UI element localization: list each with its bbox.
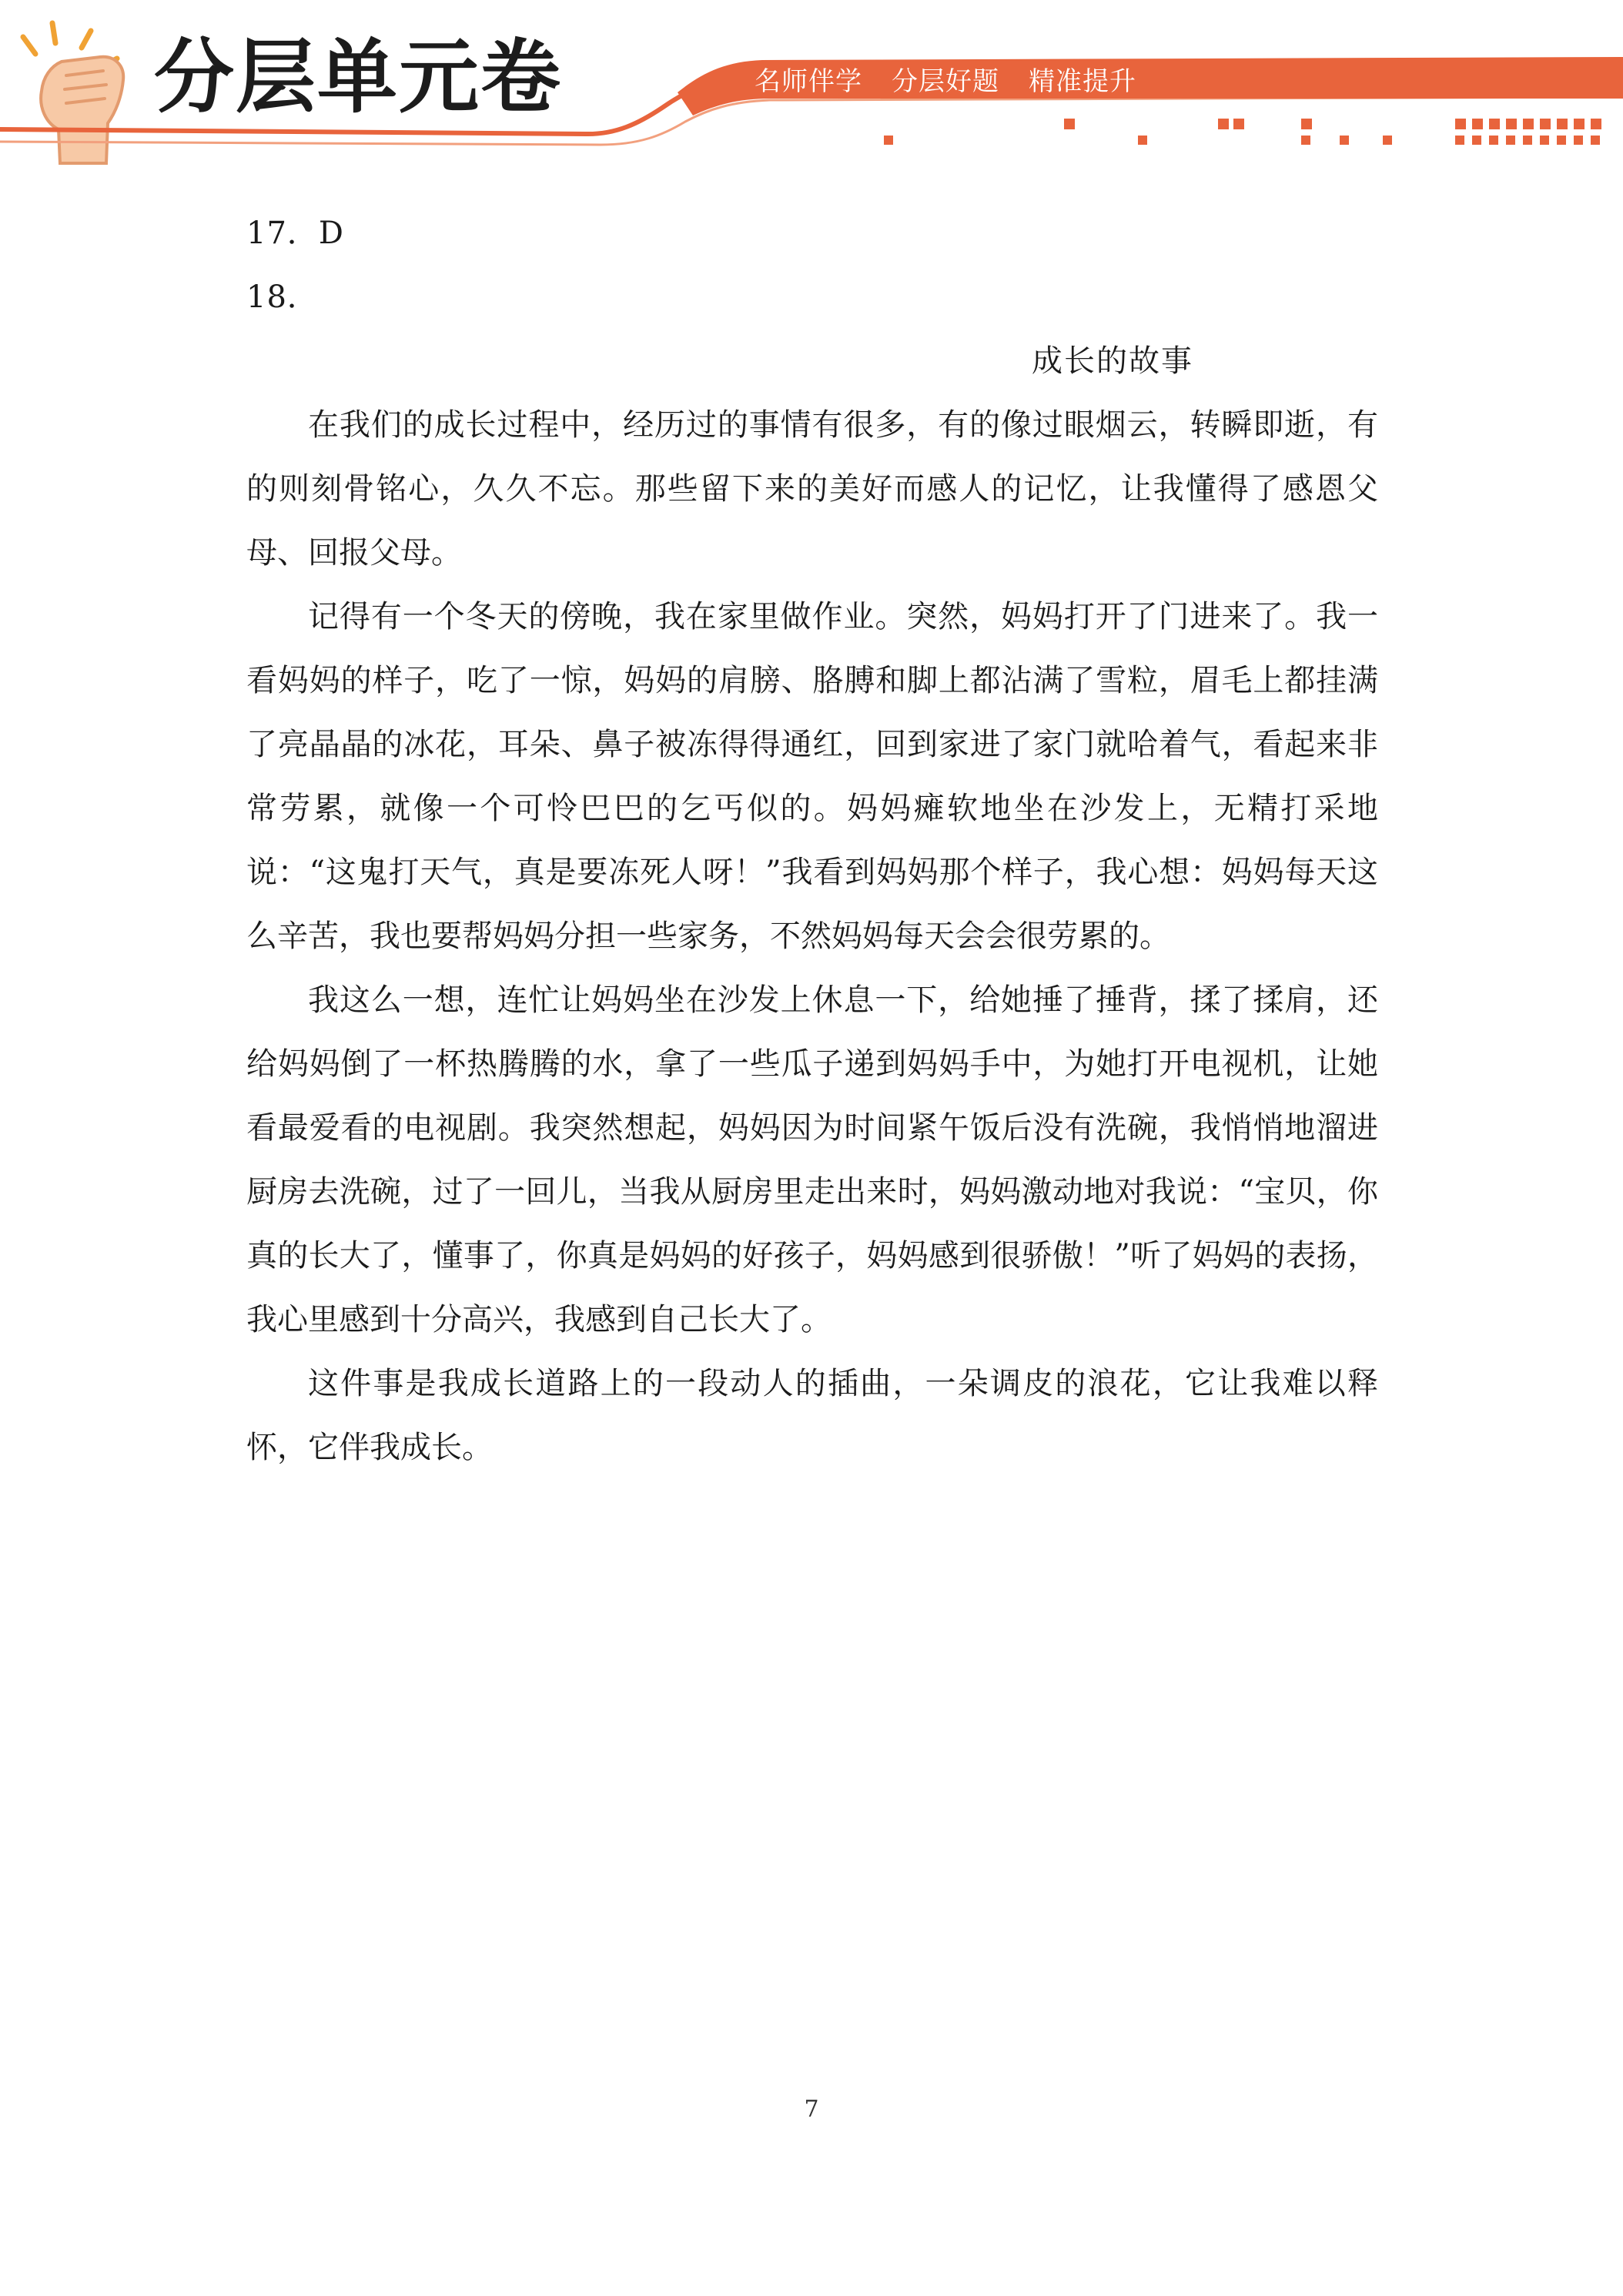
essay-paragraph: 我这么一想，连忙让妈妈坐在沙发上休息一下，给她捶了捶背，揉了揉肩，还给妈妈倒了一杯热腾腾的水，拿了一些瓜子递到妈妈手中，为她打开电视机，让她看最爱看的电视剧。我突然想起，妈妈因为时间紧午饭后没有洗碗，我悄悄地溜进厨房去洗碗，过了一回儿，当我从厨房里走出来时，妈妈激动地对我说：“宝贝，你真的长大了，懂事了，你真是妈妈的好孩子，妈妈感到很骄傲！”听了妈妈的表扬，我心里感到十分高兴，我感到自己长大了。 xyxy=(246,982,1378,1337)
answer-line xyxy=(246,266,1378,330)
page-header xyxy=(0,0,1623,177)
brand-title: 分层单元卷 xyxy=(154,30,563,124)
answer-value: D xyxy=(318,216,344,251)
slogan-item: 名师伴学 xyxy=(755,66,862,97)
question-number: 18． xyxy=(246,279,319,315)
essay-title: 成长的故事 xyxy=(1032,343,1193,379)
essay-paragraph: 这件事是我成长道路上的一段动人的插曲，一朵调皮的浪花，它让我难以释怀，它伴我成长。 xyxy=(246,1366,1378,1465)
page-number: 7 xyxy=(804,2096,819,2123)
slogan-item: 精准提升 xyxy=(1029,66,1136,97)
essay-paragraph: 记得有一个冬天的傍晚，我在家里做作业。突然，妈妈打开了门进来了。我一看妈妈的样子，吃了一惊，妈妈的肩膀、胳膊和脚上都沾满了雪粒，眉毛上都挂满了亮晶晶的冰花，耳朵、鼻子被冻得得通红，回到家进了家门就哈着气，看起来非常劳累，就像一个可怜巴巴的乞丐似的。妈妈瘫软地坐在沙发上，无精打采地说：“这鬼打天气，真是要冻死人呀！”我看到妈妈那个样子，我心想：妈妈每天这么辛苦，我也要帮妈妈分担一些家务，不然妈妈每天会会很劳累的。 xyxy=(246,599,1378,954)
slogan-item: 分层好题 xyxy=(892,66,999,97)
essay-paragraph: 在我们的成长过程中，经历过的事情有很多，有的像过眼烟云，转瞬即逝，有的则刻骨铭心，久久不忘。那些留下来的美好而感人的记忆，让我懂得了感恩父母、回报父母。 xyxy=(246,407,1378,571)
question-number: 17． xyxy=(246,216,319,251)
answer-line xyxy=(246,202,1378,266)
header-slogan xyxy=(755,60,1166,98)
page-content xyxy=(246,202,1378,1480)
